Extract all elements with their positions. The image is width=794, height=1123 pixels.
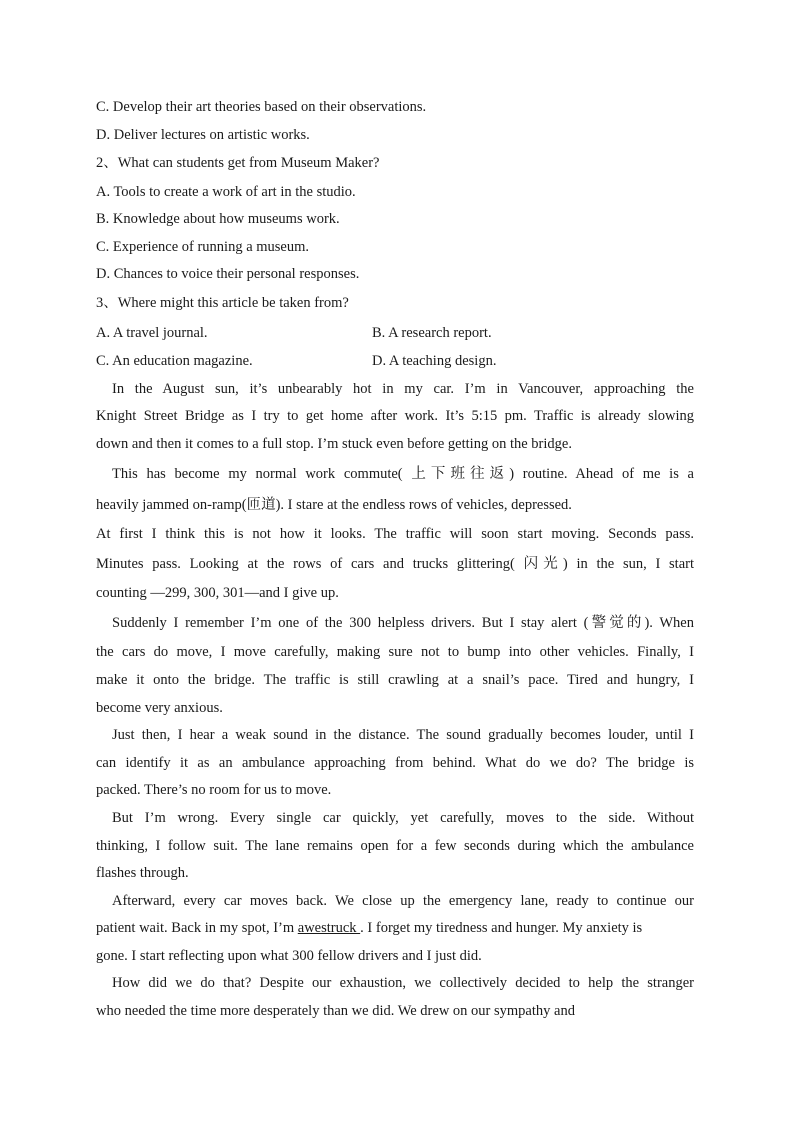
option-text: D. Deliver lectures on artistic works. [96, 126, 310, 143]
option-text: B. A research report. [372, 324, 492, 341]
passage-line: the cars do move, I move carefully, making sure not to bump into other vehicles. Finally, I [96, 644, 694, 661]
document-page [96, 94, 694, 1026]
passage-line: counting —299, 300, 301—and I give up. [96, 585, 339, 602]
option-text: A. Tools to create a work of art in the studio. [96, 183, 356, 200]
passage-text: patient wait. Back in my spot, I’m [96, 920, 298, 937]
option-text: D. A teaching design. [372, 353, 497, 370]
option-text: C. Develop their art theories based on their observations. [96, 99, 427, 115]
passage-line: heavily jammed on-ramp(匝道). I stare at the endless rows of vehicles, depressed. [96, 497, 572, 514]
option-text: C. Experience of running a museum. [96, 238, 310, 255]
question-stem: 3、Where might this article be taken from? [96, 295, 349, 312]
option-row [96, 319, 694, 349]
passage-line: Just then, I hear a weak sound in the distance. The sound gradually becomes louder, until I [112, 727, 694, 744]
passage-line: make it onto the bridge. The traffic is still crawling at a snail’s pace. Tired and hungry, I [96, 671, 694, 688]
passage-line: flashes through. [96, 865, 189, 882]
passage-line: packed. There’s no room for us to move. [96, 782, 332, 799]
passage-line: But I’m wrong. Every single car quickly, yet carefully, moves to the side. Without [112, 809, 694, 826]
passage-line: Minutes pass. Looking at the rows of cars and trucks glittering( 闪光) in the sun, I start [96, 555, 694, 572]
passage-line: In the August sun, it’s unbearably hot in my car. I’m in Vancouver, approaching the [112, 380, 694, 397]
passage-line [96, 915, 694, 943]
passage-line: Afterward, every car moves back. We close up the emergency lane, ready to continue our [112, 892, 694, 909]
passage-line: Suddenly I remember I’m one of the 300 helpless drivers. But I stay alert (警觉的). When [112, 614, 694, 631]
option-text: D. Chances to voice their personal responses. [96, 266, 360, 283]
passage-line: thinking, I follow suit. The lane remains open for a few seconds during which the ambulance [96, 837, 694, 854]
passage-line: This has become my normal work commute( 上下班往返) routine. Ahead of me is a [112, 466, 694, 483]
option-text: C. An education magazine. [96, 353, 253, 370]
passage-line: gone. I start reflecting upon what 300 fellow drivers and I just did. [96, 947, 482, 964]
question-stem: 2、What can students get from Museum Maker? [96, 155, 380, 172]
underlined-word: awestruck [297, 920, 361, 937]
option-text: A. A travel journal. [96, 324, 208, 341]
passage-line: How did we do that? Despite our exhaustion, we collectively decided to help the stranger [112, 975, 694, 992]
passage-line: Knight Street Bridge as I try to get home after work. It’s 5:15 pm. Traffic is already slowing [96, 408, 694, 425]
option-text: B. Knowledge about how museums work. [96, 211, 340, 228]
passage-line: At first I think this is not how it looks. The traffic will soon start moving. Seconds pass. [96, 526, 694, 543]
passage-line: can identify it as an ambulance approaching from behind. What do we do? The bridge is [96, 754, 694, 771]
option-row [96, 348, 694, 376]
passage-line: who needed the time more desperately than we did. We drew on our sympathy and [96, 1003, 575, 1020]
passage-line: down and then it comes to a full stop. I’m stuck even before getting on the bridge. [96, 435, 572, 452]
passage-line: become very anxious. [96, 699, 223, 716]
passage-text: . I forget my tiredness and hunger. My anxiety is [360, 920, 643, 937]
